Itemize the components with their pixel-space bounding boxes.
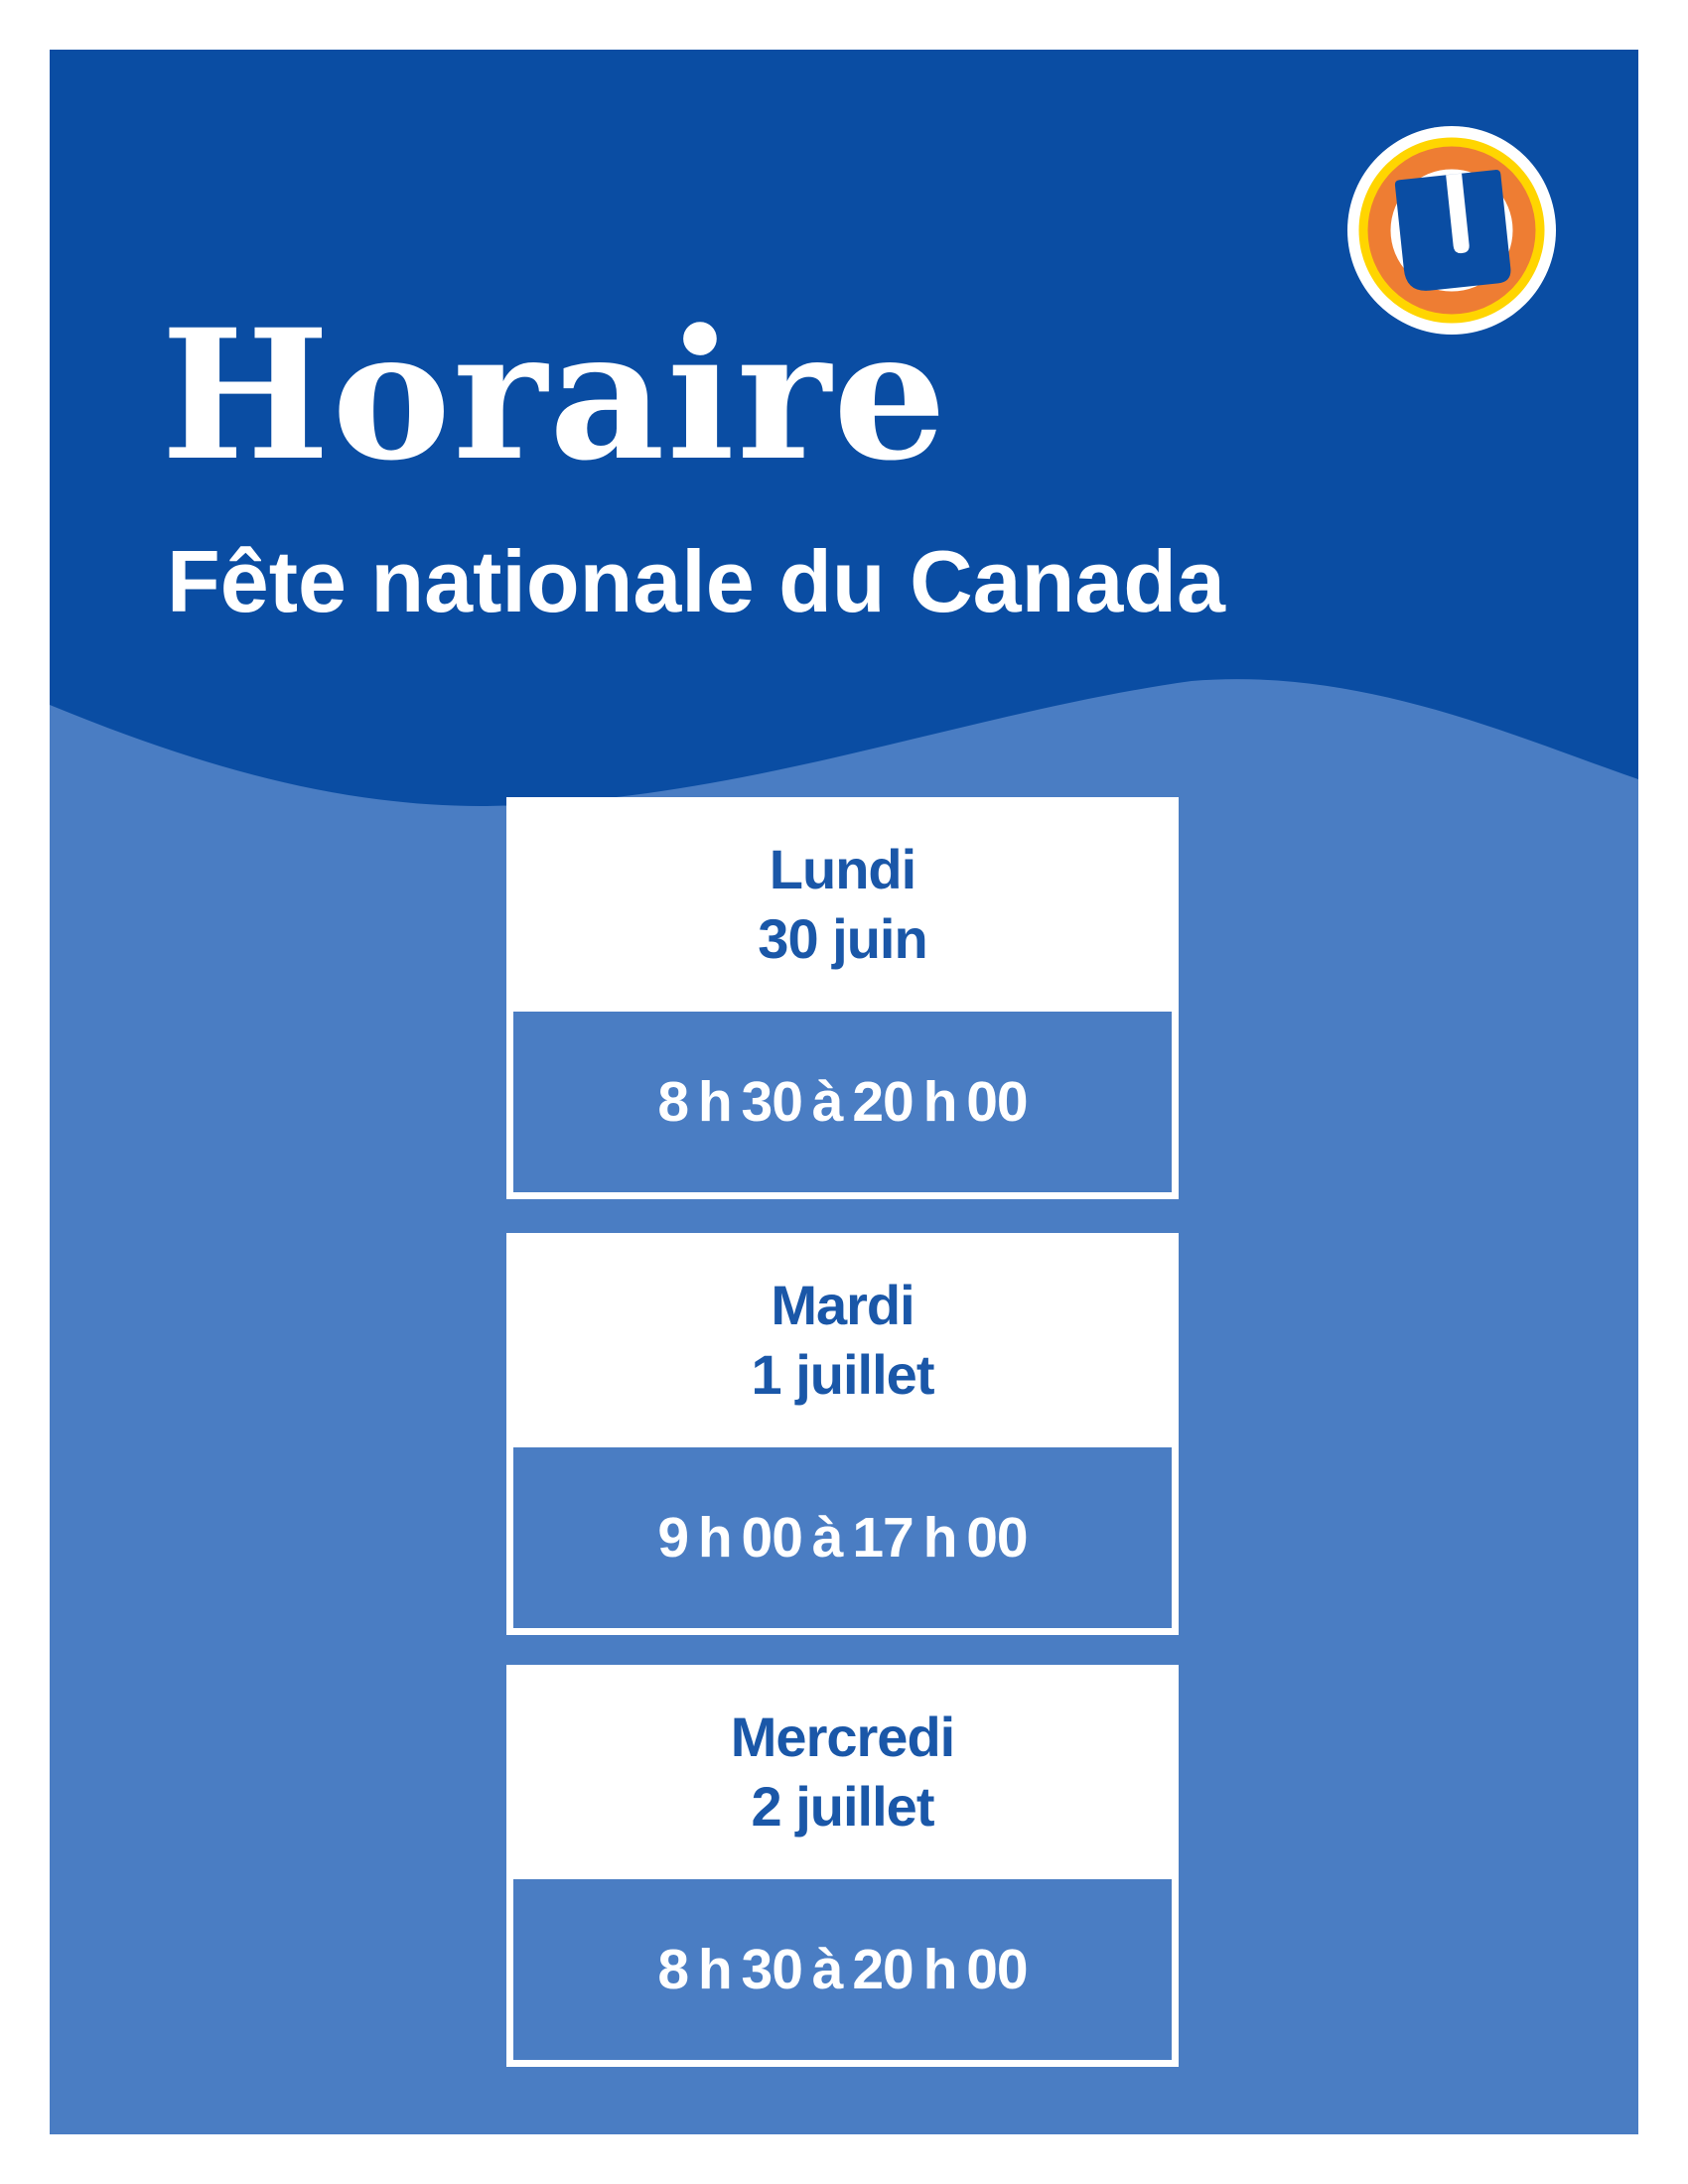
day-label: Mercredi <box>730 1706 955 1768</box>
schedule-card-lundi <box>506 797 1179 1199</box>
date-label: 2 juillet <box>751 1775 934 1838</box>
day-label: Lundi <box>769 838 916 900</box>
day-block <box>506 1233 1179 1447</box>
page-subtitle: Fête nationale du Canada <box>167 532 1225 630</box>
schedule-card-mercredi <box>506 1665 1179 2067</box>
page-title: Horaire <box>161 291 949 500</box>
date-label: 30 juin <box>758 907 927 970</box>
hours-label: 9 h 00 à 17 h 00 <box>513 1447 1172 1628</box>
day-block <box>506 1665 1179 1879</box>
poster-panel <box>50 50 1638 2134</box>
date-label: 1 juillet <box>751 1343 934 1406</box>
hours-label: 8 h 30 à 20 h 00 <box>513 1879 1172 2060</box>
hours-label: 8 h 30 à 20 h 00 <box>513 1012 1172 1192</box>
day-block <box>506 797 1179 1012</box>
schedule-card-mardi <box>506 1233 1179 1635</box>
uniprix-logo <box>1347 126 1556 335</box>
day-label: Mardi <box>771 1274 914 1336</box>
